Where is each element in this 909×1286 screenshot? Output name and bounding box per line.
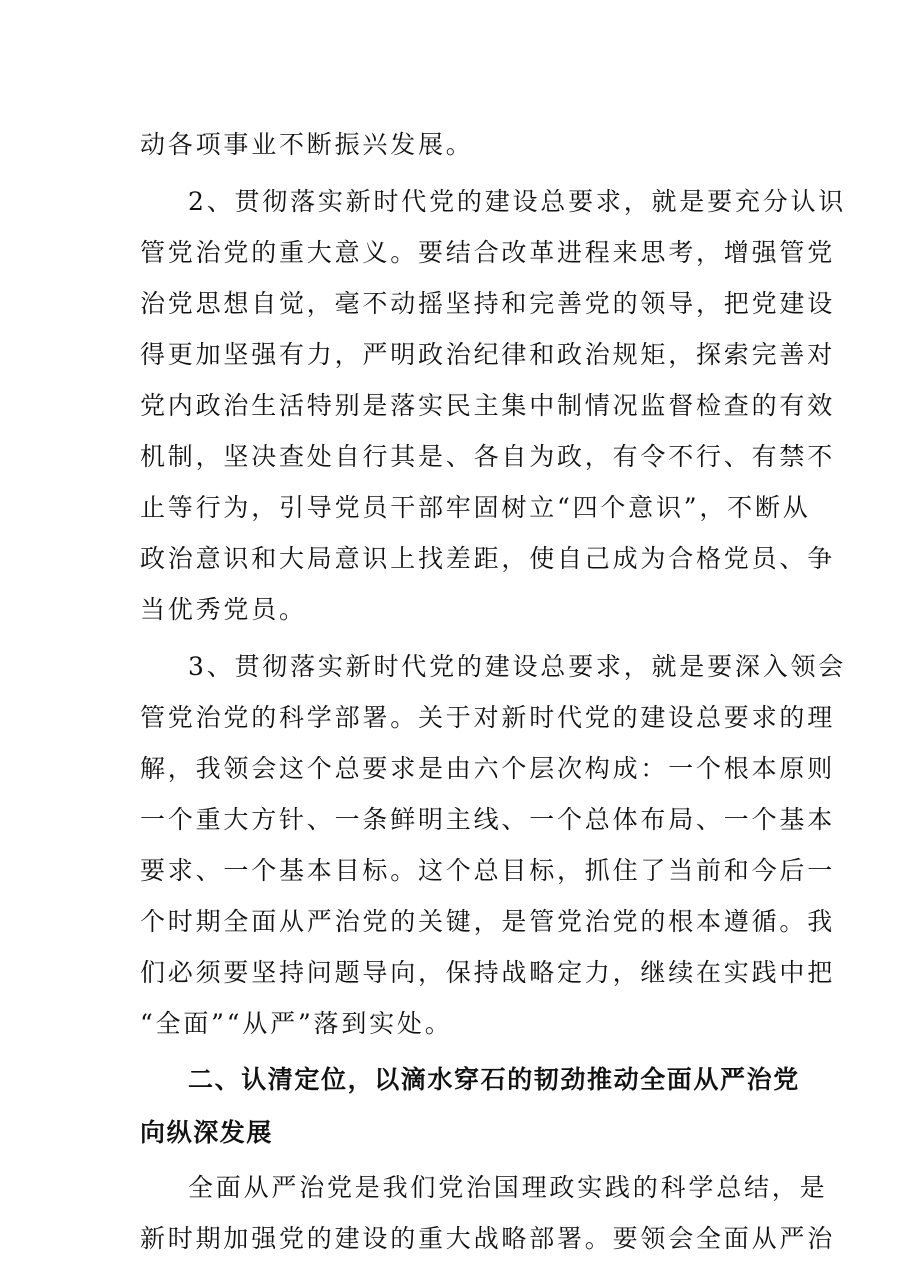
- paragraph-2-line-5: 党内政治生活特别是落实民主集中制情况监督检查的有效: [140, 391, 836, 420]
- paragraph-3-line-1: 3、贯彻落实新时代党的建设总要求，就是要深入领会: [188, 652, 847, 681]
- paragraph-2-line-2: 管党治党的重大意义。要结合改革进程来思考，增强管党: [140, 238, 836, 267]
- paragraph-3-line-5: 要求、一个基本目标。这个总目标，抓住了当前和今后一: [140, 856, 836, 885]
- paragraph-3-line-4: 一个重大方针、一条鲜明主线、一个总体布局、一个基本: [140, 805, 836, 834]
- section-heading-line-1: 二、认清定位，以滴水穿石的韧劲推动全面从严治党: [188, 1065, 800, 1094]
- text-line-1: 动各项事业不断振兴发展。: [140, 130, 474, 159]
- section-heading-line-2: 向纵深发展: [140, 1118, 274, 1147]
- paragraph-3-line-7: 们必须要坚持问题导向，保持战略定力，继续在实践中把: [140, 958, 836, 987]
- paragraph-3-line-6: 个时期全面从严治党的关键，是管党治党的根本遵循。我: [140, 907, 836, 936]
- paragraph-3-line-2: 管党治党的科学部署。关于对新时代党的建设总要求的理: [140, 703, 836, 732]
- paragraph-3-line-3: 解，我领会这个总要求是由六个层次构成：一个根本原则: [140, 754, 836, 783]
- paragraph-2-line-1: 2、贯彻落实新时代党的建设总要求，就是要充分认识: [188, 187, 847, 216]
- paragraph-4-line-1: 全面从严治党是我们党治国理政实践的科学总结，是: [188, 1173, 828, 1202]
- paragraph-2-line-9: 当优秀党员。: [140, 595, 307, 624]
- paragraph-4-line-2: 新时期加强党的建设的重大战略部署。要领会全面从严治: [140, 1224, 836, 1253]
- paragraph-2-line-8: 政治意识和大局意识上找差距，使自己成为合格党员、争: [140, 544, 836, 573]
- paragraph-2-line-6: 机制，坚决查处自行其是、各自为政，有令不行、有禁不: [140, 442, 836, 471]
- paragraph-2-line-3: 治党思想自觉，毫不动摇坚持和完善党的领导，把党建设: [140, 289, 836, 318]
- paragraph-2-line-4: 得更加坚强有力，严明政治纪律和政治规矩，探索完善对: [140, 340, 836, 369]
- paragraph-2-line-7: 止等行为，引导党员干部牢固树立“四个意识”，不断从: [140, 493, 811, 522]
- paragraph-3-line-8: “全面”“从严”落到实处。: [140, 1009, 453, 1038]
